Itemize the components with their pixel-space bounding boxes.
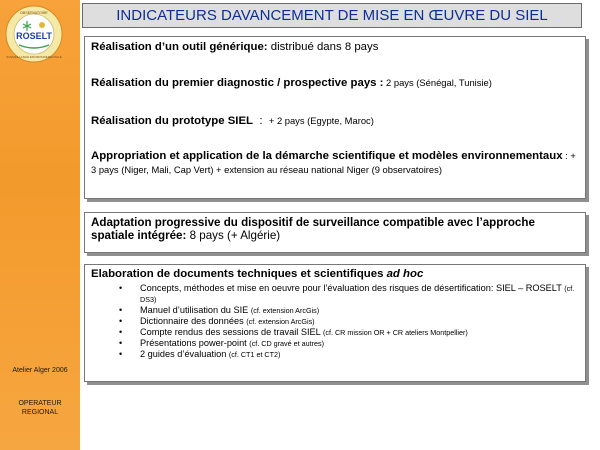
indicator-label: Réalisation du prototype SIEL [91, 115, 254, 127]
progress-box-1 [84, 36, 586, 199]
list-item [119, 305, 579, 316]
list-item-ref: (cf. CD gravé et autres) [249, 339, 324, 348]
indicator-generic-tool [91, 41, 579, 54]
indicator-diagnostic [91, 76, 579, 90]
documents-heading-italic: ad hoc [386, 268, 424, 280]
svg-text:OBSERVATOIRE: OBSERVATOIRE [20, 11, 48, 15]
list-item-ref: (cf. extension ArcGis) [250, 306, 320, 315]
indicator-prototype [91, 114, 579, 128]
progress-box-2 [84, 212, 586, 253]
documents-heading-bold: Elaboration de documents techniques et scientifiques [91, 268, 387, 280]
page-title: INDICATEURS DAVANCEMENT DE MISE EN ŒUVRE DU SIEL [116, 7, 548, 24]
list-item-ref: (cf. extension ArcGis) [246, 317, 315, 326]
list-item [119, 283, 579, 305]
list-item [119, 349, 579, 360]
list-item [119, 338, 579, 349]
event-label: Atelier Alger 2006 [12, 367, 68, 374]
list-item [119, 316, 579, 327]
list-item-text: Compte rendus des sessions de travail SIEL [140, 327, 323, 337]
list-item-text: Dictionnaire des données [140, 316, 247, 326]
indicator-value: + 2 pays (Egypte, Maroc) [268, 115, 374, 126]
documents-heading [91, 268, 579, 281]
indicator-value: 8 pays (+ Algérie) [186, 229, 281, 242]
svg-text:ROSELT: ROSELT [16, 31, 52, 41]
operator-line2: REGIONAL [21, 409, 59, 416]
roselt-logo [5, 5, 63, 63]
documents-list [91, 283, 579, 360]
page-title-bar [82, 3, 582, 28]
indicator-value: : + 3 pays (Niger, Mali, Cap Vert) + extension au réseau national Niger (9 observatoires) [91, 150, 576, 175]
indicator-label: Réalisation d’un outil générique: [91, 41, 268, 53]
progress-box-3 [84, 264, 586, 382]
list-item [119, 327, 579, 338]
list-item-ref: (cf. CT1 et CT2) [228, 350, 281, 359]
svg-text:SURVEILLANCE ENVIRONNEMENTALE: SURVEILLANCE ENVIRONNEMENTALE [6, 55, 62, 59]
indicator-label: Adaptation progressive du dispositif de surveillance compatible avec l’approche spatiale intégrée: [91, 216, 535, 242]
list-item-ref: (cf. DS3) [140, 284, 575, 304]
indicator-value: distribué dans 8 pays [267, 41, 379, 53]
list-item-ref: (cf. CR mission OR + CR ateliers Montpellier) [323, 328, 468, 337]
indicator-label: Appropriation et application de la démarche scientifique et modèles environnementaux [91, 150, 563, 162]
operator-line1: OPERATEUR [18, 400, 62, 407]
indicator-adaptation [91, 216, 579, 242]
indicator-appropriation [91, 149, 579, 177]
indicator-value: 2 pays (Sénégal, Tunisie) [383, 77, 492, 88]
list-item-text: Manuel d’utilisation du SIE [140, 305, 251, 315]
list-item-text: Concepts, méthodes et mise en oeuvre pour l’évaluation des risques de désertification: SIEL – ROSELT [140, 283, 565, 293]
indicator-separator: : [253, 115, 269, 127]
indicator-label: Réalisation du premier diagnostic / prospective pays : [91, 77, 384, 89]
sidebar [0, 0, 80, 450]
list-item-text: Présentations power-point [140, 338, 250, 348]
list-item-text: 2 guides d’évaluation [140, 349, 229, 359]
